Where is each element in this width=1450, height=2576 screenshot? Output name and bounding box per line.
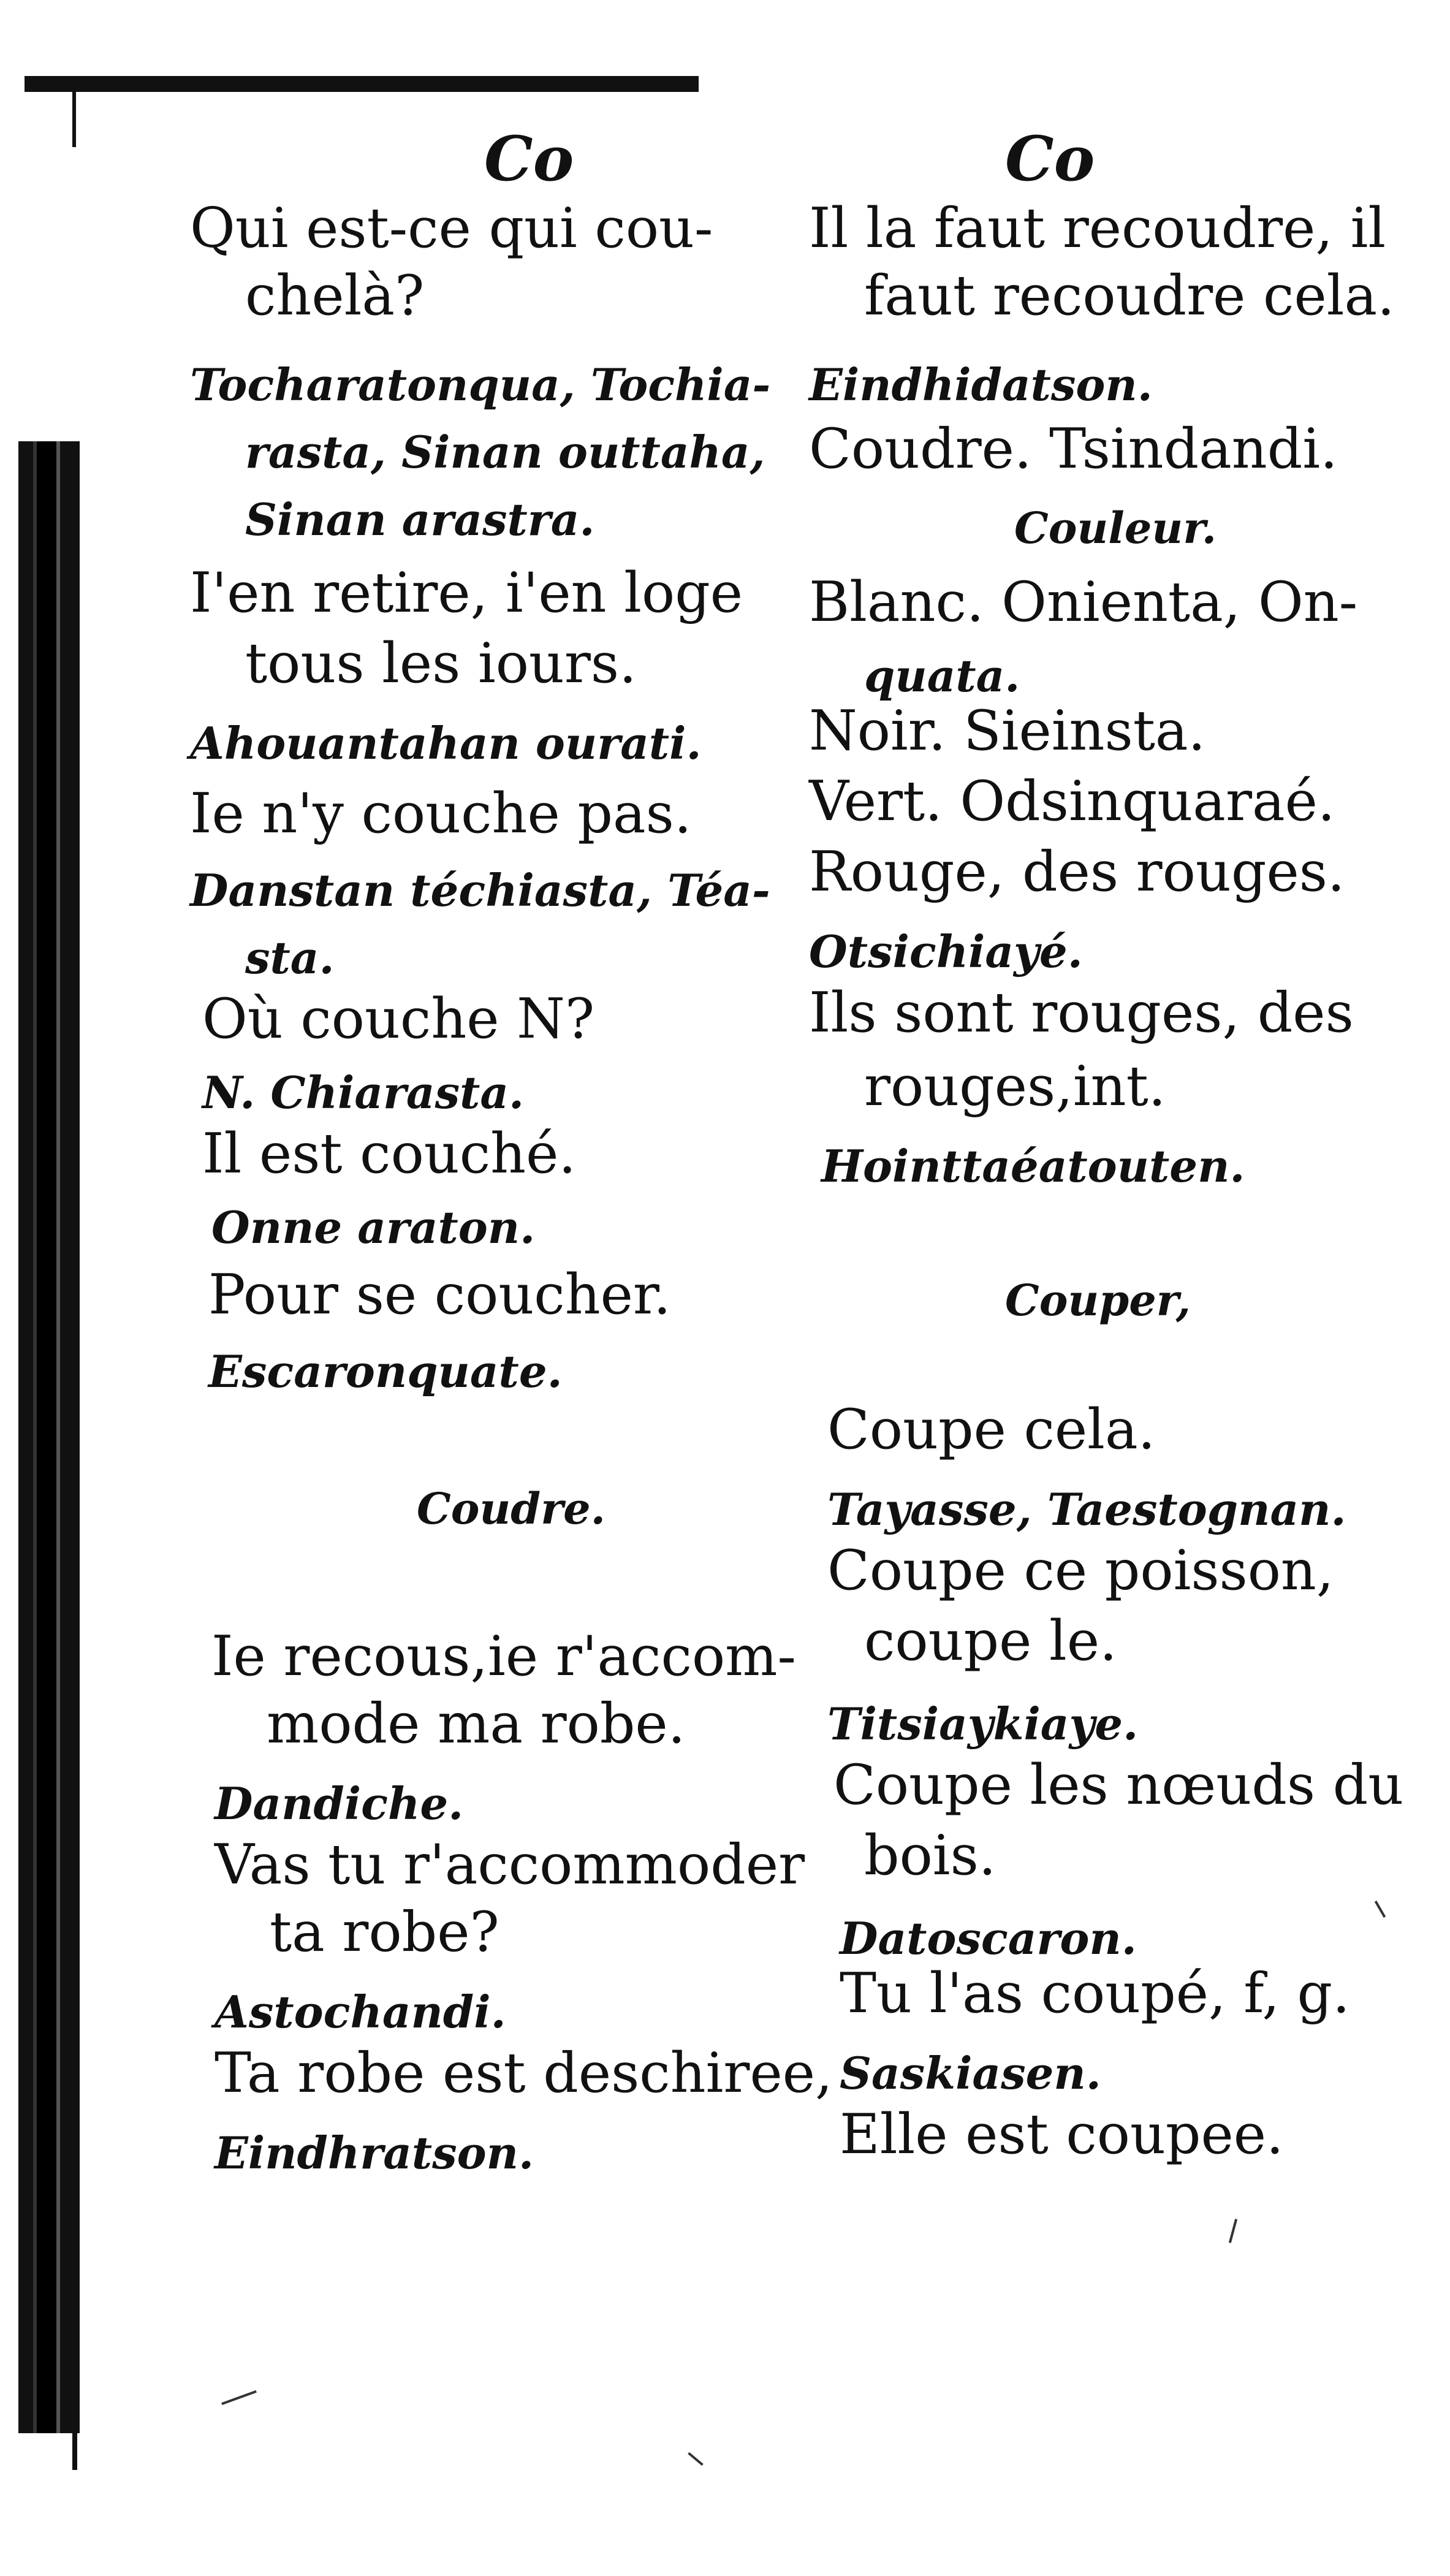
binding-edge xyxy=(18,441,80,2433)
entry-french: Ie n'y couche pas. xyxy=(190,781,692,846)
running-head-left: Co xyxy=(484,123,574,195)
entry-french: Coupe les nœuds du xyxy=(833,1753,1404,1817)
entry-french: Coupe ce poisson, xyxy=(827,1538,1334,1603)
entry-french: Il est couché. xyxy=(202,1122,576,1186)
running-head-right: Co xyxy=(1005,123,1095,195)
entry-huron: Saskiasen. xyxy=(840,2047,1101,2099)
entry-huron: Datoscaron. xyxy=(840,1912,1137,1964)
entry-french: Elle est coupee. xyxy=(840,2102,1284,2167)
entry-french: Vert. Odsinquaraé. xyxy=(809,769,1335,834)
binding-edge-tail xyxy=(72,2427,77,2470)
entry-huron: Astochandi. xyxy=(214,1986,506,2038)
entry-french: Coudre. Tsindandi. xyxy=(809,417,1338,481)
ink-speck xyxy=(1229,2219,1237,2243)
entry-huron: Otsichiayé. xyxy=(809,925,1083,978)
entry-huron: Titsiaykiaye. xyxy=(827,1698,1139,1750)
entry-french: Noir. Sieinsta. xyxy=(809,699,1206,763)
entry-french: rouges,int. xyxy=(864,1054,1166,1119)
entry-huron: Tayasse, Taestognan. xyxy=(827,1483,1346,1535)
entry-huron: Tocharatonqua, Tochia- xyxy=(190,359,771,411)
entry-huron: Eindhidatson. xyxy=(809,359,1153,411)
section-heading-coudre: Coudre. xyxy=(417,1483,606,1534)
ink-speck xyxy=(1375,1901,1386,1918)
top-rule xyxy=(25,76,699,92)
entry-french: Pour se coucher. xyxy=(208,1263,671,1327)
entry-french: Blanc. Onienta, On- xyxy=(809,570,1358,634)
entry-french: faut recoudre cela. xyxy=(864,264,1395,328)
entry-huron: rasta, Sinan outtaha, xyxy=(245,426,765,478)
entry-french: coupe le. xyxy=(864,1609,1117,1673)
entry-huron: Onne araton. xyxy=(211,1201,536,1253)
top-rule-tick xyxy=(72,92,76,147)
ink-speck xyxy=(221,2390,257,2405)
entry-huron: N. Chiarasta. xyxy=(202,1066,525,1119)
entry-french: I'en retire, i'en loge xyxy=(190,561,743,625)
entry-french: bois. xyxy=(864,1823,996,1888)
entry-huron: Dandiche. xyxy=(214,1777,464,1829)
entry-french: Ta robe est deschiree, xyxy=(214,2041,833,2105)
section-heading-couleur: Couleur. xyxy=(1014,503,1217,553)
ink-speck xyxy=(688,2452,704,2466)
entry-french: ta robe? xyxy=(270,1900,499,1964)
entry-huron: Escaronquate. xyxy=(208,1345,563,1397)
entry-huron: Hointtaéatouten. xyxy=(821,1140,1245,1192)
entry-french: Coupe cela. xyxy=(827,1397,1156,1462)
entry-huron: Eindhratson. xyxy=(214,2127,534,2179)
entry-french: mode ma robe. xyxy=(267,1692,686,1756)
entry-huron: sta. xyxy=(245,932,335,984)
entry-french: Rouge, des rouges. xyxy=(809,840,1345,904)
section-heading-couper: Couper, xyxy=(1005,1275,1191,1326)
entry-french: chelà? xyxy=(245,264,425,328)
entry-huron: Danstan téchiasta, Téa- xyxy=(190,864,770,916)
entry-french: tous les iours. xyxy=(245,631,637,696)
entry-french: Ils sont rouges, des xyxy=(809,981,1354,1045)
entry-french: Il la faut recoudre, il xyxy=(809,196,1386,260)
entry-french: Vas tu r'accommoder xyxy=(214,1833,805,1897)
entry-french: Où couche N? xyxy=(202,987,595,1051)
entry-huron: Ahouantahan ourati. xyxy=(190,717,702,769)
entry-french: Qui est-ce qui cou- xyxy=(190,196,713,260)
entry-french: Ie recous,ie r'accom- xyxy=(211,1624,796,1689)
entry-huron: Sinan arastra. xyxy=(245,493,595,545)
entry-huron: quata. xyxy=(864,650,1020,702)
entry-french: Tu l'as coupé, f, g. xyxy=(840,1961,1350,2026)
